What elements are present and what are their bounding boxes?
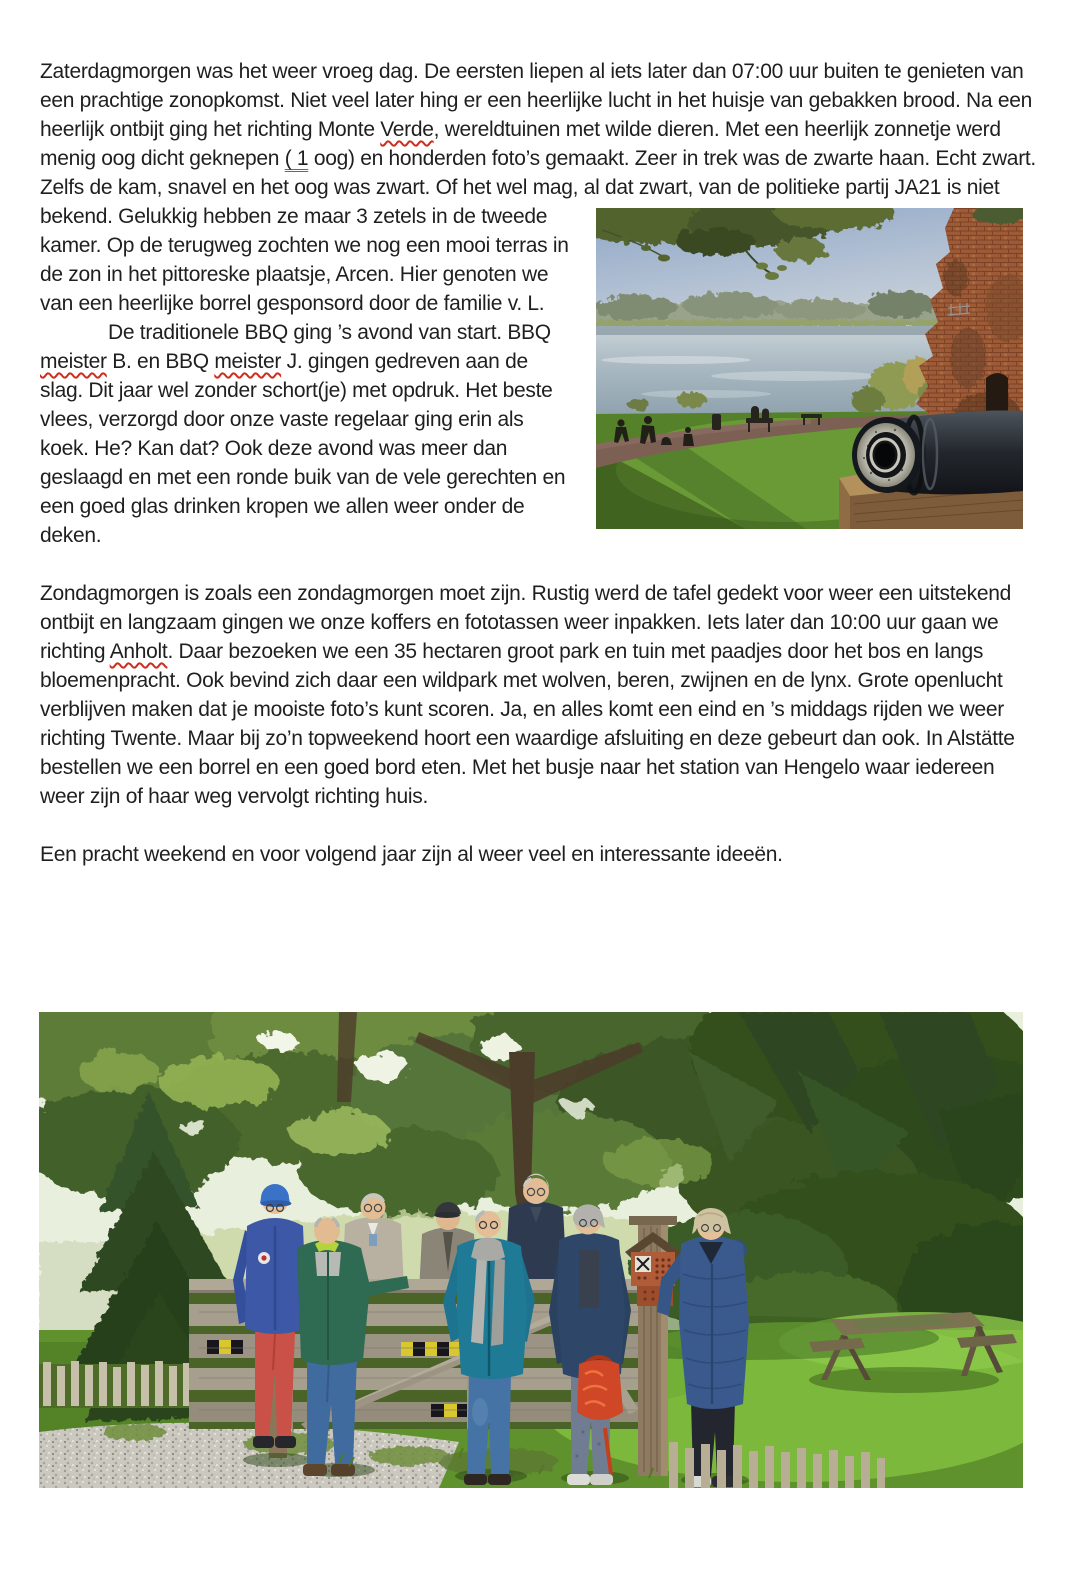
text-segment: B. en BBQ bbox=[106, 350, 215, 373]
paragraph-zondag[interactable] bbox=[40, 579, 1040, 811]
blank-line bbox=[40, 550, 1040, 579]
group-photo-graphic bbox=[39, 1012, 1023, 1488]
text-segment: De traditionele BBQ ging ’s avond van start. BBQ bbox=[108, 321, 551, 344]
paragraph-slot-text bbox=[40, 843, 783, 866]
river-photo-graphic bbox=[596, 208, 1023, 529]
text-segment: oog) en honderden foto’s gemaakt. Zeer in trek was de zwarte haan. Echt zwart. Zelfs de kam, snavel en het oog was zwart. Of het wel mag, al dat zwart, van de politieke partij JA21 is niet bekend. Gelukkig hebben ze maar 3 bbox=[40, 147, 1036, 228]
misspelled-word: meister bbox=[214, 350, 282, 373]
cannon-barrel bbox=[852, 410, 1023, 494]
text-segment: J. gingen gedreven aan de slag. Dit jaar wel zonder schort(je) met opdruk. Het beste vlees, verzorgd door onze vaste regelaar ging erin als koek. He? Kan dat? Ook deze avond was meer dan geslaagd en met een ronde buik van de vele gerechten en een goed glas drinken kropen we allen weer onder de deken. bbox=[40, 350, 566, 547]
text-segment: Zondagmorgen is zoals een zondagmorgen moet zijn. Rustig werd de tafel gedekt voor weer een uitstekend ontbijt en langzaam gingen we onze koffers en fototassen weer inpakken. Iets later dan 10:00 uur gaan we richting bbox=[40, 582, 1011, 663]
paragraph-zaterdag[interactable] bbox=[40, 57, 1040, 318]
text-segment: zetels in de tweede kamer. Op de terugweg zochten we nog een mooi terras in de zon in het pittoreske plaatsje, Arcen. Hier genoten we van een heerlijke borrel gesponsord door de familie v. L. bbox=[40, 205, 569, 315]
blank-line bbox=[40, 811, 1040, 840]
paragraph-slot[interactable] bbox=[40, 840, 1040, 869]
text-segment: . Daar bezoeken we een 35 hectaren groot park en tuin met paadjes door het bos en langs bloemenpracht. Ook bevind zich daar een wildpark met wolven, beren, zwijnen en de lynx. Grote openlucht verblijven maken dat je mooiste foto’s kunt scoren. Ja, en alles komt een eind en ’s middags rijden we weer richting Twente. Maar bij zo’n topweekend hoort een waardige afsluiting en deze gebeurt dan ook. In Alstätte bestellen we een borrel en een goed bord eten. Met het busje naar het station van Hengelo waar iedereen weer zijn of haar weg vervolgt richting huis. bbox=[40, 640, 1015, 808]
paragraph-zondag-text bbox=[40, 582, 1015, 808]
text-segment: Een pracht weekend en voor volgend jaar zijn al weer veel en interessante ideeën. bbox=[40, 843, 783, 866]
paragraph-zaterdag-text-a bbox=[40, 60, 1036, 228]
text-segment: Zaterdagmorgen was het weer vroeg dag. De eersten liepen al iets later dan 07:00 uur buiten te genieten van een prachtige zonopkomst. Niet veel later hing er een heerlijke lucht in het huisje van gebakken brood. Na een heerlijk ontbijt ging het richting Monte bbox=[40, 60, 1032, 141]
photo-group-gate[interactable] bbox=[39, 1012, 1023, 1488]
paragraph-bbq-text bbox=[40, 321, 565, 547]
misspelled-word: Verde bbox=[380, 118, 434, 141]
grammar-flagged-text: ( 1 bbox=[284, 147, 309, 170]
misspelled-word: Anholt bbox=[109, 640, 168, 663]
text-segment: , wereldtuinen met wilde dieren. Met een heerlijk zonnetje werd menig oog dicht geknepen bbox=[40, 118, 1001, 170]
misspelled-word: meister bbox=[40, 350, 107, 373]
photo-river-cannon[interactable] bbox=[596, 208, 1023, 529]
